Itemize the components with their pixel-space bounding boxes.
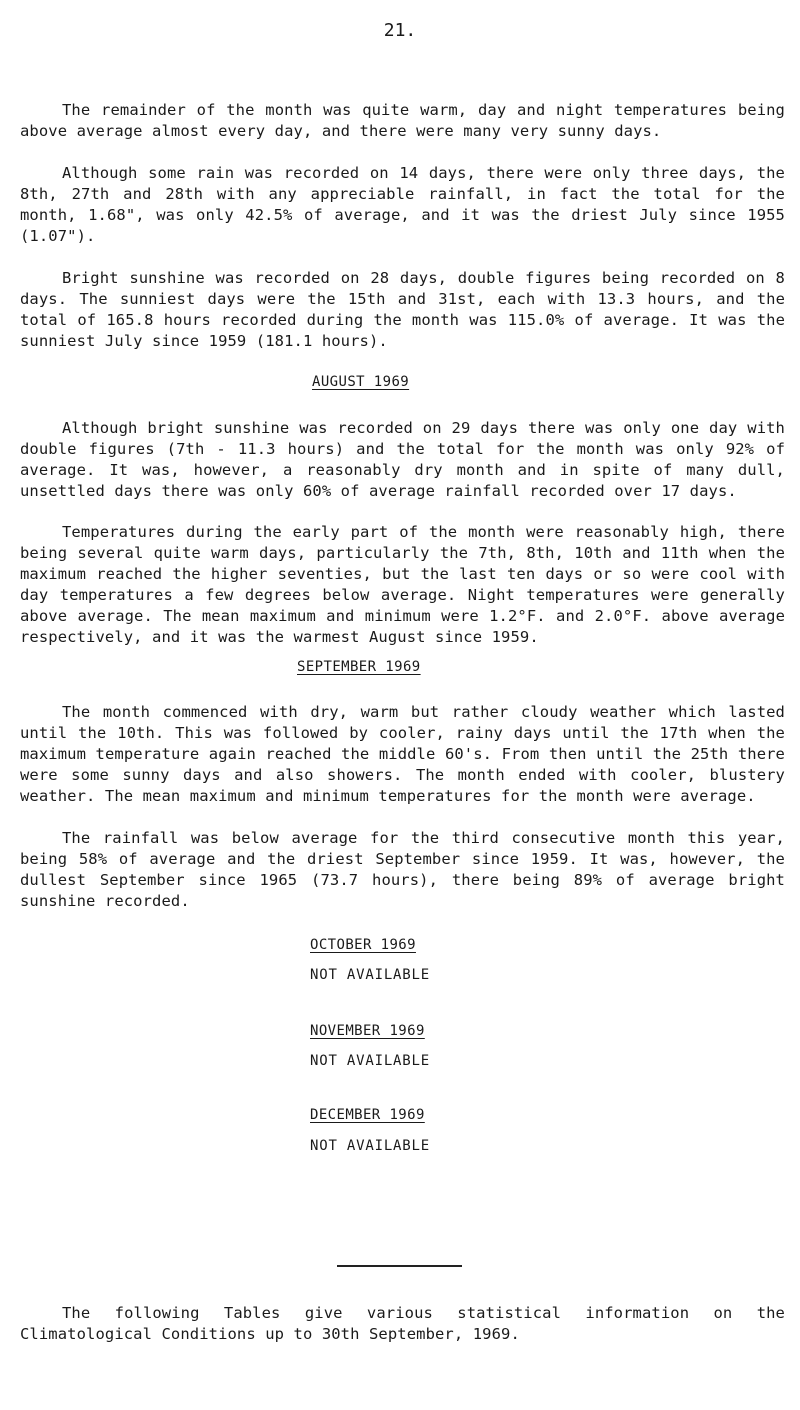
november-heading: NOVEMBER 1969 [310, 1023, 425, 1039]
july-paragraph-text: The remainder of the month was quite warm, day and night temperatures being above average almost every day, and there were many very sunny days. [20, 101, 785, 140]
august-paragraph-sunshine [20, 418, 785, 502]
august-heading: AUGUST 1969 [312, 374, 410, 390]
september-paragraph-rainfall [20, 828, 785, 912]
october-status: NOT AVAILABLE [310, 967, 430, 983]
july-paragraph-text: Although some rain was recorded on 14 days, there were only three days, the 8th, 27th and 28th with any appreciable rainfall, in fact the total for the month, 1.68", was only 42.5% of average, and it was the driest July since 1955 (1.07"). [20, 164, 785, 245]
july-paragraph-text: Bright sunshine was recorded on 28 days, double figures being recorded on 8 days. The sunniest days were the 15th and 31st, each with 13.3 hours, and the total of 165.8 hours recorded during the month was 115.0% of average. It was the sunniest July since 1959 (181.1 hours). [20, 269, 785, 350]
page-number: 21. [383, 20, 417, 41]
october-heading: OCTOBER 1969 [310, 937, 416, 953]
july-paragraph-sunshine [20, 268, 785, 352]
closing-paragraph-text: The following Tables give various statistical information on the Climatological Conditions up to 30th September, 1969. [20, 1304, 785, 1343]
december-status: NOT AVAILABLE [310, 1138, 430, 1154]
december-heading: DECEMBER 1969 [310, 1107, 425, 1123]
july-paragraph-rainfall [20, 163, 785, 247]
august-paragraph-temperatures [20, 522, 785, 648]
august-paragraph-text: Temperatures during the early part of the month were reasonably high, there being several quite warm days, particularly the 7th, 8th, 10th and 11th when the maximum reached the higher seventies, but the last ten days or so were cool with day temperatures a few degrees below average. Night temperatures were generally above average. The mean maximum and minimum were 1.2°F. and 2.0°F. above average respectively, and it was the warmest August since 1959. [20, 523, 785, 646]
september-paragraph-text: The rainfall was below average for the third consecutive month this year, being 58% of average and the driest September since 1959. It was, however, the dullest September since 1965 (73.7 hours), there being 89% of average bright sunshine recorded. [20, 829, 785, 910]
september-paragraph-weather [20, 702, 785, 807]
september-heading: SEPTEMBER 1969 [297, 659, 421, 675]
section-divider [337, 1265, 462, 1267]
november-status: NOT AVAILABLE [310, 1053, 430, 1069]
august-paragraph-text: Although bright sunshine was recorded on 29 days there was only one day with double figures (7th - 11.3 hours) and the total for the month was only 92% of average. It was, however, a reasonably dry month and in spite of many dull, unsettled days there was only 60% of average rainfall recorded over 17 days. [20, 419, 785, 500]
july-paragraph-warmth [20, 100, 785, 142]
september-paragraph-text: The month commenced with dry, warm but rather cloudy weather which lasted until the 10th. This was followed by cooler, rainy days until the 17th when the maximum temperature again reached the middle 60's. From then until the 25th there were some sunny days and also showers. The month ended with cooler, blustery weather. The mean maximum and minimum temperatures for the month were average. [20, 703, 785, 805]
closing-paragraph [20, 1303, 785, 1345]
